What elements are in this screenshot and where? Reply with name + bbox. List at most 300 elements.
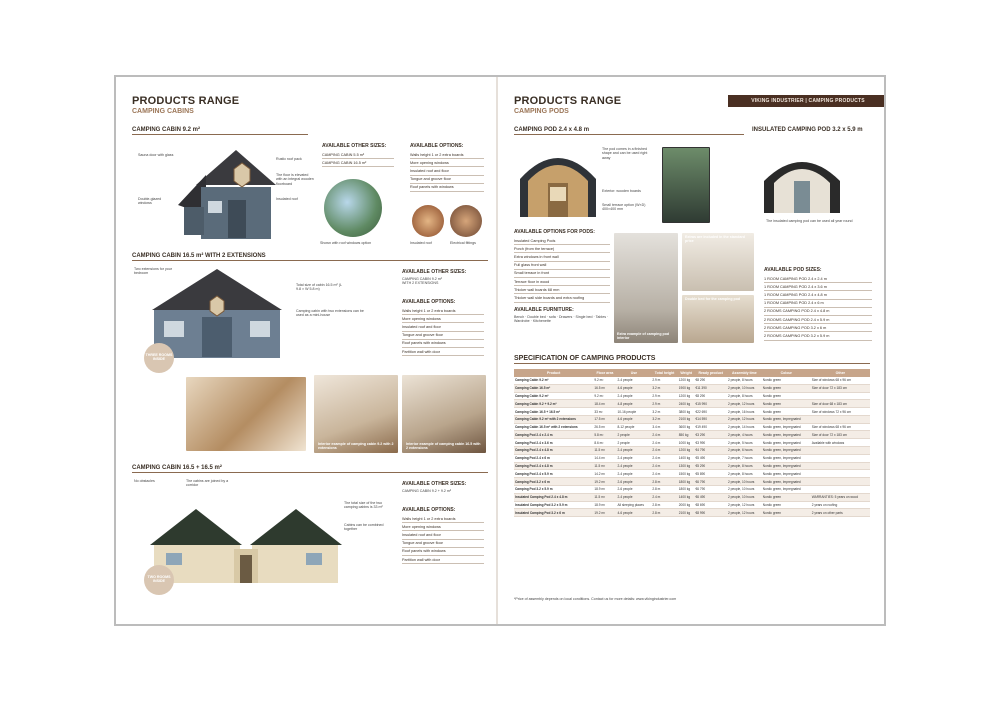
cabin2-note-1: Two extensions for your bedroom [134,267,172,276]
spec-table-row [514,485,870,493]
spec-header-row [514,369,870,377]
spec-table-cell [811,462,870,470]
spec-table-cell: Camping Cabin 9.2 m² [514,377,593,384]
spec-table-wrap [514,369,870,517]
spec-table-cell [811,447,870,455]
spec-table-cell: 2 people, 10 hours [727,384,762,392]
spec-footnote: *Price of assembly depends on local conditions. Contact us for more details: www.vikingindustrier.com [514,597,677,601]
spec-table-cell: Nordic green [762,384,811,392]
cabin1-options-heading: AVAILABLE OPTIONS: [410,143,464,149]
spec-table-cell: 4-6 people [617,509,652,517]
spec-table-cell: 2 people, 10 hours [727,493,762,501]
spec-table-cell: 2 people, 12 hours [727,400,762,408]
spec-table-cell: 2 people [617,431,652,439]
furniture-list: Bench · Double bed · sofa · Drawers · Single bed · Tables · Wardrobe · Kitchenette [514,314,609,323]
cabin3-option-6: Partition wall with door [402,556,484,564]
spec-table-cell: 2 years on roofing [811,501,870,509]
spec-table-row [514,415,870,423]
spec-table-cell: 2-4 people [617,447,652,455]
spec-table-cell: €3 990 [694,439,727,447]
spec-table-cell: Nordic green [762,400,811,408]
spec-table-cell: 9.2 m² [593,377,616,384]
insulated-pod-illustration [760,147,844,217]
cabin3-badge: TWO ROOMS INSIDE [144,565,174,595]
right-page [498,77,886,624]
spec-table-cell: Camping Cabin 16.5 + 16.5 m² [514,408,593,416]
spec-table-cell: 3600 kg [678,423,695,431]
spec-table-cell: 14.2 m² [593,470,616,478]
spec-table-cell: Insulated Camping Pod 3.2 x 6 m [514,509,593,517]
spec-table-cell: 2-6 people [617,478,652,486]
spec-table-cell: Camping Pod 2.4 x 4.8 m [514,462,593,470]
spec-table-cell: Size of windows 72 x 96 cm [811,408,870,416]
spec-table-cell: Nordic green, Impregnated [762,485,811,493]
spec-table-cell: €6 790 [694,485,727,493]
pod-interior-photo-3 [682,295,754,343]
cabin3-note-3: The total size of the two camping cabins is 33 m² [344,501,383,510]
spec-table-cell: 2 people, 7 hours [727,454,762,462]
spec-table-cell: €5 890 [694,470,727,478]
spec-table-cell: All sleeping places [617,501,652,509]
cabin1-note-3: The floor is elevated with an integral wooden floorboard [276,173,314,186]
cabin1-note-1: Sauna door with glass [138,153,174,157]
cabin3-size-1: CAMPING CABIN 9.2 + 9.2 m² [402,489,452,493]
pod-size-6: 2 ROOMS CAMPING POD 2.4 x 5.9 m [764,316,872,324]
spec-table-cell: Camping Cabin 9.2 m² with 2 extensions [514,415,593,423]
pod-heading: CAMPING POD 2.4 x 4.8 m [514,127,744,135]
furniture-heading: AVAILABLE FURNITURE: [514,306,574,313]
spec-table-cell: €19 490 [694,423,727,431]
cabin1-caption-b: Insulated roof [410,241,432,245]
spec-table-cell: 2 people, 14 hours [727,423,762,431]
cabin1-caption-a: Shown with roof windows option [320,241,372,245]
cabin2-caption-a: Interior example of camping cabin 9.2 with 2 extensions [318,441,394,450]
spec-table-cell: 3.2 m [651,415,677,423]
spec-table-row [514,392,870,400]
pod-options [514,229,610,323]
pod-note-1: The pod comes in a finished shape and can be used right away [602,147,648,160]
pod-size-2: 1 ROOM CAMPING POD 2.4 x 3.6 m [764,283,872,291]
spec-table-body [514,377,870,517]
pod-option-7: Thicker wall boards 68 mm [514,286,610,294]
spec-table-cell: €11 390 [694,384,727,392]
spec-table-cell: Insulated Camping Pod 3.2 x 5.9 m [514,501,593,509]
pod-option-2: Porch (from the terrace) [514,245,610,253]
spec-table-cell: Nordic green, Impregnated [762,423,811,431]
spec-table-row [514,462,870,470]
spec-table-cell: Available with windows [811,439,870,447]
spec-table-row [514,377,870,384]
spec-table-cell: Camping Cabin 9.2 m² [514,392,593,400]
spec-column-header: Use [617,369,652,377]
cabin1-option-2: More opening windows [410,159,484,167]
cabin3-heading: CAMPING CABIN 16.5 + 16.5 m² [132,465,488,473]
cabin1-options [410,143,484,192]
spec-table-cell: €14 590 [694,415,727,423]
spec-table-cell: 2 people, 6 hours [727,447,762,455]
cabin1-option-5: Roof panels with windows [410,184,484,192]
cabin1-sizes-heading: AVAILABLE OTHER SIZES: [322,143,387,149]
spec-table-cell: 2.4 m [651,493,677,501]
spec-column-header: Weight [678,369,695,377]
pod-interior-photo-2 [682,233,754,291]
pod-caption-mid: Double bed for the camping pod [685,297,741,301]
spec-table-cell: 1300 kg [678,462,695,470]
spec-table-cell: 2.8 m [651,509,677,517]
spec-table-row [514,501,870,509]
pod-front-photo [662,147,710,223]
cabin3-note-2: The cabins are joined by a corridor [186,479,229,488]
spec-table-cell: Size of door 72 x 183 cm [811,431,870,439]
spec-table-cell: Camping Pod 2.4 x 5.9 m [514,470,593,478]
spec-column-header: Colour [762,369,811,377]
cabin3-options-heading: AVAILABLE OPTIONS: [402,507,456,513]
spec-table-cell [811,485,870,493]
spec-table-cell: 1400 kg [678,493,695,501]
spec-table-cell: 2.9 m [651,400,677,408]
spec-table-cell: Nordic green, Impregnated [762,439,811,447]
spec-table-cell: 1200 kg [678,447,695,455]
cabin2-option-4: Tongue and groove floor [402,332,484,340]
spec-table [514,369,870,517]
cabin3-illustration [146,495,346,587]
spec-table-cell: Size of door 72 x 183 cm [811,384,870,392]
spec-table-cell: €8 290 [694,377,727,384]
spec-table-cell: 2 people [617,439,652,447]
spec-table-cell: 19.2 m² [593,509,616,517]
cabin2-badge: THREE ROOMS INSIDE [144,343,174,373]
cabin1-option-3: Insulated roof and floor [410,167,484,175]
pod-size-1: 1 ROOM CAMPING POD 2.4 x 2.4 m [764,275,872,283]
spec-table-cell: Nordic green [762,509,811,517]
cabin2-caption-b: Interior example of camping cabin 16.5 with 2 extensions [406,441,481,450]
spec-table-cell: 2 people, 8 hours [727,392,762,400]
spec-table-cell: 850 kg [678,431,695,439]
spec-table-cell: 5.8 m² [593,431,616,439]
spec-table-cell: 14.4 m² [593,454,616,462]
pod-note-2: Exterior: wooden boards [602,189,641,193]
spec-table-row [514,400,870,408]
pod-caption-bl: Extra example of camping pod interior [617,331,670,340]
spec-table-cell: 2 people, 8 hours [727,470,762,478]
spec-table-cell: €8 290 [694,392,727,400]
pod-option-3: Extra windows in front wall [514,253,610,261]
spec-table-cell: Nordic green, Impregnated [762,470,811,478]
cabin2-heading: CAMPING CABIN 16.5 m² WITH 2 EXTENSIONS [132,253,488,261]
spec-table-row [514,408,870,416]
spec-table-cell: 9.2 m² [593,392,616,400]
spec-table-row [514,509,870,517]
spec-table-cell [811,470,870,478]
spec-table-cell: 11.5 m² [593,493,616,501]
cabin2-sizes [402,269,484,286]
spec-table-cell: 2-4 people [617,377,652,384]
spec-table-cell: 2-4 people [617,454,652,462]
spec-table-cell: 2.8 m [651,501,677,509]
spec-table-cell: €6 490 [694,493,727,501]
spec-table-row [514,439,870,447]
left-page [116,77,496,624]
cabin1-note-4: Insulated roof [276,197,298,201]
spec-table-cell: 19.2 m² [593,478,616,486]
spec-table-cell: 2-4 people [617,462,652,470]
spec-table-cell: Camping Pod 3.2 x 6 m [514,478,593,486]
spec-table-cell: 2.4 m [651,454,677,462]
cabin1-option-1: Walls height 1 or 2 extra boards [410,151,484,159]
spec-table-cell: Nordic green, Impregnated [762,462,811,470]
cabin3-option-5: Roof panels with windows [402,548,484,556]
cabin2-note-3: Camping cabin with two extensions can be used as a mini-house [296,309,364,318]
spec-table-cell: 26.5 m² [593,423,616,431]
cabin2-size-1: CAMPING CABIN 9.2 m² [402,277,442,281]
spec-table-cell: Camping Cabin 16.5 m² with 2 extensions [514,423,593,431]
spec-table-cell: 1800 kg [678,485,695,493]
pod-size-3: 1 ROOM CAMPING POD 2.4 x 4.8 m [764,291,872,299]
cabin2-size-2: WITH 2 EXTENSIONS [402,281,439,286]
spec-table-cell: Camping Cabin 9.2 + 9.2 m² [514,400,593,408]
spec-table-cell: Camping Pod 2.4 x 2.4 m [514,431,593,439]
cabin2-note-2: Total size of cabin 16.5 m² (L 9.8 × W 5.8 m) [296,283,342,292]
pod-caption-top: Extras are included in the standard price [685,235,745,244]
spec-column-header: Assembly time [727,369,762,377]
spec-table-cell: 2-4 people [617,493,652,501]
spec-table-cell: 2.4 m [651,470,677,478]
cabin3-note-1: No obstacles [134,479,155,483]
spec-table-cell: 2.8 m [651,478,677,486]
spec-table-cell: 2.4 m [651,431,677,439]
pod-option-8: Thicker wall side boards and extra roofing [514,294,610,302]
spec-heading: SPECIFICATION OF CAMPING PRODUCTS [514,355,870,364]
cabin1-heading: CAMPING CABIN 9.2 m² [132,127,308,135]
cabin3-sizes [402,481,484,493]
spec-table-cell: 2.8 m [651,485,677,493]
cabin1-note-2: Rustic roof pack [276,157,302,161]
spec-table-cell [811,415,870,423]
spec-table-cell: Nordic green, Impregnated [762,447,811,455]
pod-sizes-heading: AVAILABLE POD SIZES: [764,267,822,273]
spec-table-cell: 2.4 m [651,462,677,470]
spec-table-cell: 18.9 m² [593,501,616,509]
spec-table-cell: 2100 kg [678,415,695,423]
spec-table-cell: 2400 kg [678,400,695,408]
spec-table-cell: 2 people, 5 hours [727,439,762,447]
spec-table-cell: €5 290 [694,462,727,470]
pod-sizes [764,267,872,341]
spec-table-cell: 1500 kg [678,470,695,478]
spec-table-cell: 2 years on other parts [811,509,870,517]
spec-table-cell: 4-8 people [617,400,652,408]
spec-table-cell: 2-4 people [617,392,652,400]
pod-size-5: 2 ROOMS CAMPING POD 2.4 x 4.8 m [764,308,872,316]
spec-table-cell: Camping Cabin 16.5 m² [514,384,593,392]
spec-table-cell: 2.4 m [651,447,677,455]
spec-table-cell: 8-12 people [617,423,652,431]
spec-table-cell: 2100 kg [678,509,695,517]
spec-table-cell: 2 people, 8 hours [727,377,762,384]
spec-table-cell: €22 690 [694,408,727,416]
spec-table-cell: 8.6 m² [593,439,616,447]
cabin2-options-heading: AVAILABLE OPTIONS: [402,299,456,305]
spec-table-row [514,478,870,486]
cabin2-option-6: Partition wall with door [402,348,484,356]
spec-table-cell: 2 people, 12 hours [727,415,762,423]
spec-table-cell: 1000 kg [678,439,695,447]
cabin2-option-3: Insulated roof and floor [402,323,484,331]
spec-table-cell: Nordic green [762,493,811,501]
spec-table-row [514,454,870,462]
right-page-subtitle: CAMPING PODS [514,108,569,115]
spec-table-cell: 2 people, 16 hours [727,408,762,416]
pod-note-3: Small terrace option (W×D) 400×400 mm [602,203,646,212]
spec-table-cell: Size of windows 68 x 96 cm [811,423,870,431]
spec-column-header: Other [811,369,870,377]
insulated-heading: INSULATED CAMPING POD 3.2 x 5.9 m [752,127,863,133]
spec-table-cell: Insulated Camping Pod 2.4 x 4.8 m [514,493,593,501]
spec-table-cell: Camping Pod 2.4 x 3.6 m [514,439,593,447]
spec-table-cell: 2 people, 10 hours [727,478,762,486]
spec-table-cell: 2.9 m [651,392,677,400]
spec-table-row [514,384,870,392]
spec-table-cell: 3.4 m [651,423,677,431]
spec-table-cell: Camping Pod 2.4 x 6 m [514,454,593,462]
spec-table-cell [811,392,870,400]
spec-table-row [514,431,870,439]
spec-table-cell: €8 990 [694,509,727,517]
pod-option-1: Insulated Camping Pods [514,237,610,245]
cabin1-insulated-photo [412,205,444,237]
spec-table-cell: 1200 kg [678,392,695,400]
cabin3-option-4: Tongue and groove floor [402,540,484,548]
spec-table-cell: Nordic green [762,377,811,384]
spec-table-cell: 2.9 m [651,377,677,384]
insulated-note: The insulated camping pod can be used all year round [766,219,853,223]
spec-table-cell: 1800 kg [678,478,695,486]
cabin2-option-2: More opening windows [402,315,484,323]
spec-table-cell: 2 people, 8 hours [727,462,762,470]
spec-table-cell: 2 people, 4 hours [727,431,762,439]
spec-table-cell: 11.5 m² [593,447,616,455]
cabin2-interior-photo-b [402,375,486,453]
spec-table-cell: Nordic green, Impregnated [762,415,811,423]
pod-size-4: 1 ROOM CAMPING POD 2.4 x 6 m [764,300,872,308]
cabin3-options [402,507,484,564]
brand-banner: VIKING INDUSTRIER | CAMPING PRODUCTS [728,95,886,107]
spec-table-cell: 2 people, 10 hours [727,485,762,493]
spec-table-cell: €15 990 [694,400,727,408]
spec-table-cell: WARRANTIES: 5 years on wood [811,493,870,501]
spec-table-cell: 1400 kg [678,454,695,462]
cabin2-floorplan-photo [186,377,306,451]
pod-size-8: 2 ROOMS CAMPING POD 3.2 x 5.9 m [764,332,872,340]
cabin2-options [402,299,484,356]
cabin3-sizes-heading: AVAILABLE OTHER SIZES: [402,481,467,487]
spec-table-cell [811,454,870,462]
right-page-title: PRODUCTS RANGE [514,95,622,107]
spec-table-cell: 2 people, 12 hours [727,509,762,517]
pod-size-7: 2 ROOMS CAMPING POD 3.2 x 6 m [764,324,872,332]
spec-table-cell [811,478,870,486]
spec-table-cell: €3 290 [694,431,727,439]
cabin1-roof-window-photo [324,179,382,237]
spec-table-cell: 10-16 people [617,408,652,416]
spec-table-cell: 3.2 m [651,384,677,392]
cabin1-electric-photo [450,205,482,237]
spec-table-cell: Nordic green [762,501,811,509]
cabin3-option-3: Insulated roof and floor [402,531,484,539]
cabin3-option-1: Walls height 1 or 2 extra boards [402,515,484,523]
pod-illustration [516,143,600,221]
spec-table-cell: 2.4 m [651,439,677,447]
spec-column-header: Ready product [694,369,727,377]
spec-table-cell: 3.2 m [651,408,677,416]
cabin2-option-1: Walls height 1 or 2 extra boards [402,307,484,315]
pod-option-4: Full glass front wall [514,262,610,270]
spec-table-cell: €8 690 [694,501,727,509]
spec-table-cell: 4-6 people [617,415,652,423]
spec-table-cell: Nordic green, Impregnated [762,478,811,486]
spec-table-cell: 17.5 m² [593,415,616,423]
spec-table-cell: 2-4 people [617,470,652,478]
cabin3-note-4: Cabins can be combined together [344,523,384,532]
spec-table-row [514,493,870,501]
spec-table-row [514,447,870,455]
spec-table-cell: Nordic green [762,392,811,400]
cabin1-caption-c: Electrical fittings [450,241,476,245]
spec-column-header: Floor area [593,369,616,377]
brochure-spread [114,75,886,626]
cabin3-option-2: More opening windows [402,523,484,531]
spec-table-cell: Nordic green, Impregnated [762,454,811,462]
spec-table-cell: Camping Pod 3.2 x 5.9 m [514,485,593,493]
spec-table-cell: €4 790 [694,447,727,455]
spec-table-row [514,423,870,431]
spec-table-cell: 16.5 m² [593,384,616,392]
spec-table-cell: 4-6 people [617,384,652,392]
spec-table-cell: 3800 kg [678,408,695,416]
spec-table-cell: 2 people, 12 hours [727,501,762,509]
spec-table-cell: Camping Pod 2.4 x 4.8 m [514,447,593,455]
spec-column-header: Total height [651,369,677,377]
cabin2-sizes-heading: AVAILABLE OTHER SIZES: [402,269,467,275]
spec-table-cell: 2000 kg [678,501,695,509]
pod-option-5: Small terrace in front [514,270,610,278]
pod-option-6: Terrace floor in wood [514,278,610,286]
spec-table-cell: Size of door 68 x 183 cm [811,400,870,408]
spec-table-cell: 18.4 m² [593,400,616,408]
spec-table-cell: €5 490 [694,454,727,462]
spec-table-cell: 33 m² [593,408,616,416]
left-page-title: PRODUCTS RANGE [132,95,240,107]
pod-options-heading: AVAILABLE OPTIONS FOR PODS: [514,229,595,235]
spec-table-cell: €6 790 [694,478,727,486]
cabin1-size-1: CAMPING CABIN 5.5 m² [322,151,394,159]
pod-interior-photo-1 [614,233,678,343]
spec-table-cell: 1900 kg [678,384,695,392]
spec-table-cell: 11.5 m² [593,462,616,470]
spec-table-cell: Nordic green, Impregnated [762,431,811,439]
cabin1-option-4: Tongue and groove floor [410,176,484,184]
spec-table-row [514,470,870,478]
spec-table-cell: 18.9 m² [593,485,616,493]
spec-table-cell: 2-6 people [617,485,652,493]
cabin2-option-5: Roof panels with windows [402,340,484,348]
spec-table-cell: Size of windows 68 x 96 cm [811,377,870,384]
left-page-subtitle: CAMPING CABINS [132,108,194,115]
spec-table-cell: Nordic green [762,408,811,416]
spec-table-cell: 1200 kg [678,377,695,384]
cabin1-sizes [322,143,394,167]
cabin1-note-5: Double-glazed windows [138,197,162,206]
